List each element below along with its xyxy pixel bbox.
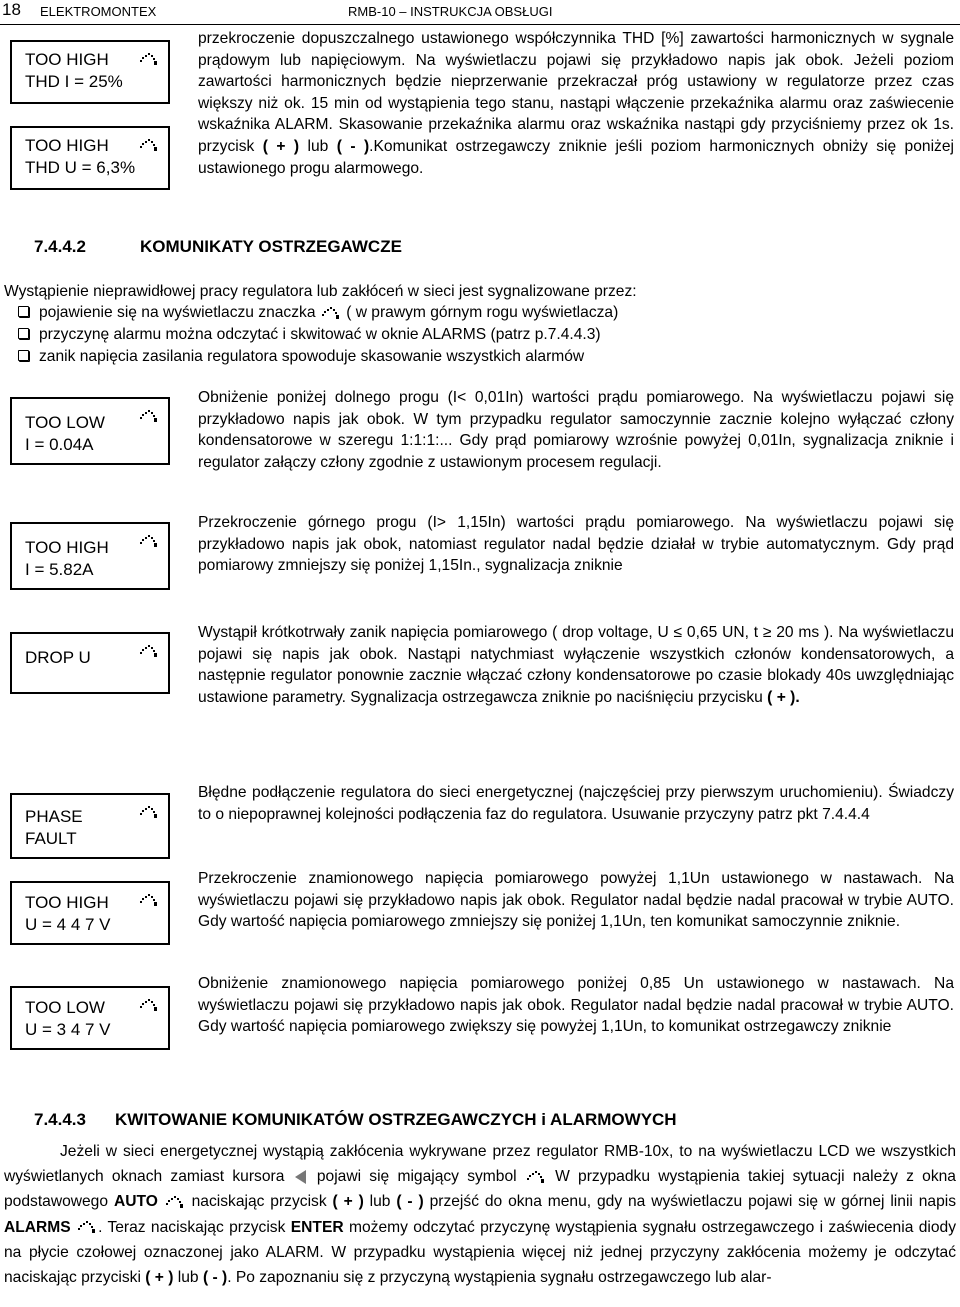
lcd-thd-u bbox=[10, 126, 170, 190]
bullet-item: przyczynę alarmu można odczytać i skwitować w oknie ALARMS (patrz p.7.4.4.3) bbox=[18, 324, 601, 345]
warning-icon bbox=[527, 1170, 545, 1184]
checkbox-bullet-icon bbox=[18, 328, 29, 339]
lcd-too-low-i bbox=[10, 397, 170, 465]
lcd-line2: I = 0.04A bbox=[25, 435, 94, 454]
bullet-item: zanik napięcia zasilania regulatora spowoduje skasowanie wszystkich alarmów bbox=[18, 346, 584, 367]
checkbox-bullet-icon bbox=[18, 350, 29, 361]
checkbox-bullet-icon bbox=[18, 306, 29, 317]
warning-icon bbox=[140, 409, 158, 423]
lcd-line1: TOO LOW bbox=[25, 998, 105, 1017]
lcd-line2: THD U = 6,3% bbox=[25, 158, 136, 177]
acknowledge-description: Jeżeli w sieci energetycznej wystąpią zakłócenia wykrywane przez regulator RMB-10x, to na wyświetlaczu LCD we wszystkich wyświetlanych oknach zamiast kursora pojawi się migający symbol W przypadku wystąpienia takiej sytuacji należy z okna podstawowego AUTO naciskając przycisk ( + ) lub ( - ) przejść do okna menu, gdy na wyświetlaczu pojawi się w górnej linii napis ALARMS . Teraz naciskając przycisk ENTER możemy odczytać przyczynę wystąpienia sygnału ostrzegawczego i zaświecenia diody na płycie czołowej oznaczonej jako ALARM. W przypadku wystąpienia więcej niż jednej przyczyny zakłócenia możemy je odczytać naciskając przyciski ( + ) lub ( - ). Po zapoznaniu się z przyczyną wystąpienia sygnału ostrzegawczego lub alar- bbox=[4, 1143, 957, 1287]
warning-icon bbox=[140, 805, 158, 819]
section-title: KOMUNIKATY OSTRZEGAWCZE bbox=[140, 237, 402, 256]
lcd-line1: TOO HIGH bbox=[25, 538, 109, 557]
lcd-too-high-i bbox=[10, 522, 170, 590]
lcd-line2: THD I = 25% bbox=[25, 72, 123, 91]
warning-icon bbox=[140, 138, 158, 152]
warning-icon bbox=[140, 534, 158, 548]
lcd-phase-fault bbox=[10, 793, 170, 859]
item-description: Wystąpił krótkotrwały zanik napięcia pomiarowego ( drop voltage, U ≤ 0,65 UN, t ≥ 20 ms ). Na wyświetlaczu pojawi się napis jak obok. Nastąpi natychmiast wyłączenie wszystkich członów kondensatorowych, a następnie regulator ponownie zacznie włączać człony kondensatorowe po czasie blokady 40s uwzględniając ustawione parametry. Sygnalizacja ostrzegawcza zniknie po naciśnięciu przycisku ( + ). bbox=[198, 624, 954, 706]
lcd-line2: U = 4 4 7 V bbox=[25, 915, 111, 934]
lcd-thd-i bbox=[10, 40, 170, 104]
item-description: Przekroczenie znamionowego napięcia pomiarowego powyżej 1,1Un ustawionego w nastawach. Na wyświetlaczu pojawi się przykładowo napis jak obok. Regulator nadal będzie nadal pracował w trybie AUTO. Gdy wartość napięcia pomiarowego zmniejszy się poniżej 1,1Un, ten komunikat samoczynnie zniknie. bbox=[198, 870, 954, 931]
section-number: 7.4.4.3 bbox=[34, 1110, 86, 1129]
lcd-line1: TOO HIGH bbox=[25, 50, 109, 69]
lcd-drop-u bbox=[10, 632, 170, 694]
warning-icon bbox=[166, 1195, 184, 1209]
lcd-line1: DROP U bbox=[25, 648, 91, 667]
thd-description: przekroczenie dopuszczalnego ustawionego współczynnika THD [%] zawartości harmonicznych w sygnale prądowym lub napięciowym. Na wyświetlaczu pojawi się przykładowo napis jak obok. Jeżeli poziom zawartości harmonicznych będzie nieprzerwanie przekraczał próg ustawiony w regulatorze przez czas większy niż ok. 15 min od wystąpienia tego stanu, nastąpi włączenie przekaźnika alarmu oraz zaświecenie wskaźnika ALARM. Skasowanie przekaźnika alarmu oraz wskaźnika nastąpi gdy przyciśniemy przez ok 1s. przycisk ( + ) lub ( - ).Komunikat ostrzegawczy zniknie jeśli poziom harmonicznych obniży się poniżej ustawionego progu alarmowego. bbox=[198, 30, 954, 177]
item-description: Obniżenie poniżej dolnego progu (I< 0,01In) wartości prądu pomiarowego. Na wyświetlaczu pojawi się przykładowo napis jak obok. W tym przypadku regulator samoczynnie zacznie kolejno wyłączać człony kondensatorowe w szeregu 1:1:1:... Gdy prąd pomiarowy wzrośnie powyżej 0,01In, sygnalizacja zniknie i regulator załączy człony zgodnie z ustawionym procesem regulacji. bbox=[198, 389, 954, 471]
lcd-line1: PHASE bbox=[25, 807, 83, 826]
header-left-title: ELEKTROMONTEX bbox=[40, 4, 157, 19]
warning-icon bbox=[140, 998, 158, 1012]
lcd-line1: TOO HIGH bbox=[25, 136, 109, 155]
warning-icon bbox=[140, 644, 158, 658]
lcd-line2: I = 5.82A bbox=[25, 560, 94, 579]
warning-icon bbox=[140, 52, 158, 66]
section-title: KWITOWANIE KOMUNIKATÓW OSTRZEGAWCZYCH i ALARMOWYCH bbox=[115, 1110, 677, 1129]
header-right-title: RMB-10 – INSTRUKCJA OBSŁUGI bbox=[348, 4, 553, 19]
lcd-line2: FAULT bbox=[25, 829, 77, 848]
item-description: Obniżenie znamionowego napięcia pomiarowego poniżej 0,85 Un ustawionego w nastawach. Na wyświetlaczu pojawi się przykładowo napis jak obok. Regulator nadal będzie nadal pracował w trybie AUTO. Gdy wartość napięcia pomiarowego zwiększy się powyżej 1,1Un, to komunikat ostrzegawczy zniknie bbox=[198, 975, 954, 1036]
header-rule bbox=[0, 24, 960, 25]
item-description: Przekroczenie górnego progu (I> 1,15In) wartości prądu pomiarowego. Na wyświetlaczu pojawi się przykładowo napis jak obok, natomiast regulator nadal będzie działał w trybie automatycznym. Gdy prąd pomiarowy zmniejszy się poniżej 1,15In., sygnalizacja zniknie bbox=[198, 514, 954, 575]
lcd-line1: TOO LOW bbox=[25, 413, 105, 432]
lcd-line1: TOO HIGH bbox=[25, 893, 109, 912]
warning-icon bbox=[140, 893, 158, 907]
lcd-line2: U = 3 4 7 V bbox=[25, 1020, 111, 1039]
cursor-triangle-icon bbox=[295, 1170, 307, 1184]
bullet-item: pojawienie się na wyświetlaczu znaczka ( w prawym górnym rogu wyświetlacza) bbox=[18, 302, 618, 323]
lcd-too-low-u bbox=[10, 986, 170, 1050]
warning-icon bbox=[322, 306, 340, 320]
section-number: 7.4.4.2 bbox=[34, 237, 86, 256]
section-intro: Wystąpienie nieprawidłowej pracy regulatora lub zakłóceń w sieci jest sygnalizowane przez: bbox=[4, 283, 637, 300]
lcd-too-high-u bbox=[10, 881, 170, 945]
warning-icon bbox=[78, 1220, 96, 1234]
page-number: 18 bbox=[2, 0, 21, 19]
item-description: Błędne podłączenie regulatora do sieci energetycznej (najczęściej przy pierwszym uruchomieniu). Świadczy to o niepoprawnej kolejności podłączenia faz do regulatora. Usuwanie przyczyny patrz pkt 7.4.4.4 bbox=[198, 784, 954, 823]
